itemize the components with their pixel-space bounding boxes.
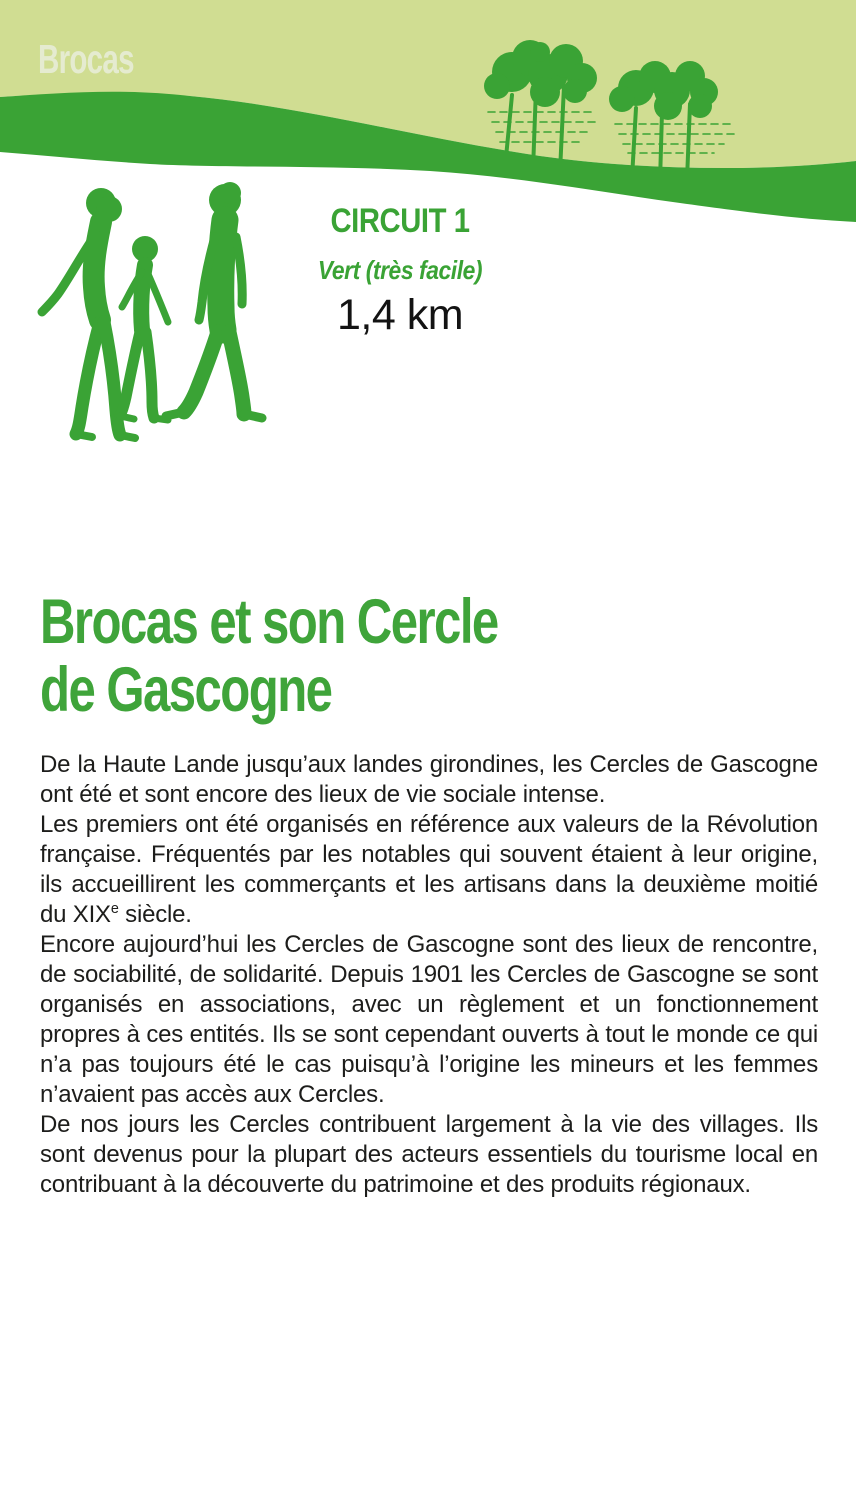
paragraph-2-text: Les premiers ont été organisés en référence aux valeurs de la Révolution française. Fréquentés par les notables qui souvent étaient à leur origine, ils accueillirent les commerçants et les artisans dans la deuxième moitié du XIX <box>40 811 818 928</box>
man-silhouette <box>166 182 262 418</box>
location-label: Brocas <box>38 36 134 82</box>
article-title <box>40 588 647 724</box>
circuit-difficulty: Vert (très facile) <box>317 255 483 285</box>
walking-family-icon <box>32 182 282 442</box>
circuit-info <box>280 202 520 337</box>
article-title-line1: Brocas et son Cercle <box>40 587 498 657</box>
paragraph-1: De la Haute Lande jusqu’aux landes girondines, les Cercles de Gascogne ont été et sont encore des lieux de vie sociale intense. <box>40 751 818 808</box>
article-title-line2: de Gascogne <box>40 655 332 725</box>
circuit-name: CIRCUIT 1 <box>330 202 470 240</box>
paragraph-3: Encore aujourd’hui les Cercles de Gascogne sont des lieux de rencontre, de sociabilité, de solidarité. Depuis 1901 les Cercles de Gascogne se sont organisés en associations, avec un règlement et un fonctionnement propres à ces entités. Ils se sont cependant ouverts à tout le monde ce qui n’a pas toujours été le cas puisqu’à l’origine les mineurs et les femmes n’avaient pas accès aux Cercles. <box>40 931 818 1108</box>
article-body <box>40 750 818 1200</box>
article <box>40 588 818 1200</box>
paragraph-4: De nos jours les Cercles contribuent largement à la vie des villages. Ils sont devenus pour la plupart des acteurs essentiels du tourisme local en contribuant à la découverte du patrimoine et des produits régionaux. <box>40 1111 818 1198</box>
paragraph-2 <box>40 810 818 930</box>
child-silhouette <box>120 236 168 420</box>
paragraph-2-end: siècle. <box>118 901 192 928</box>
circuit-distance: 1,4 km <box>336 291 464 339</box>
ordinal-superscript: e <box>110 901 119 917</box>
